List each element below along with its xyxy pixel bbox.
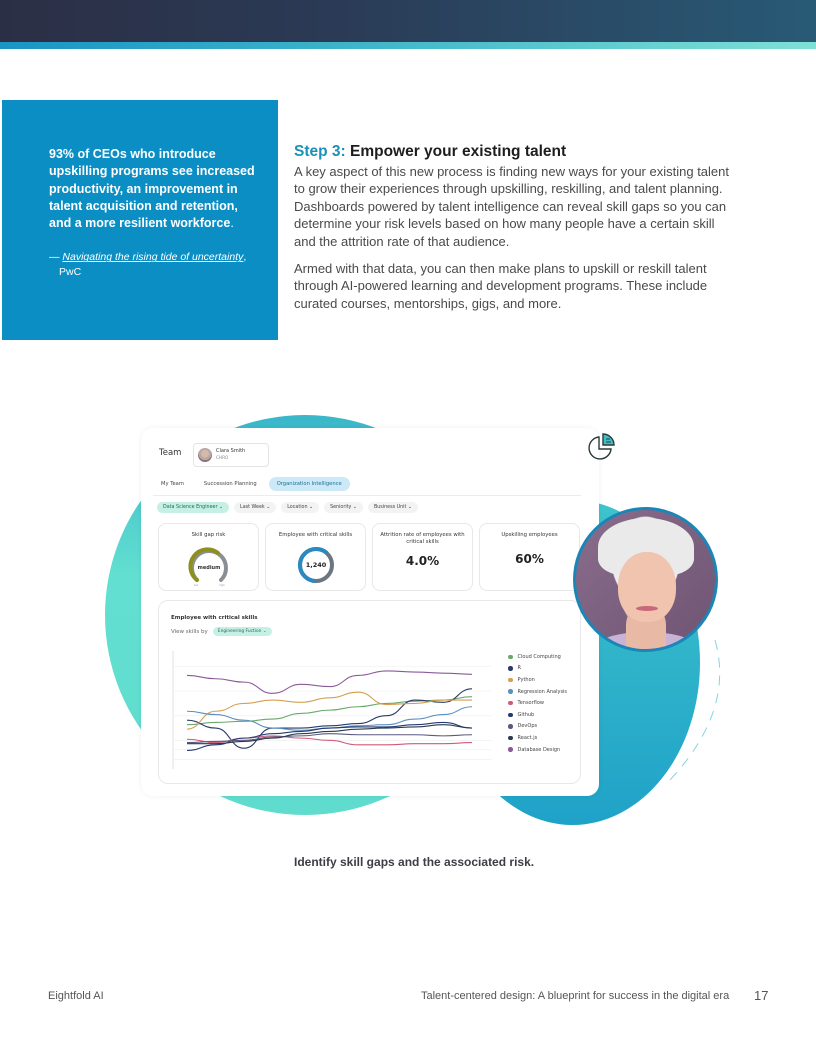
legend-dot-icon xyxy=(508,678,513,683)
legend-dot-icon xyxy=(508,666,513,671)
step-heading xyxy=(294,143,734,161)
cite-source: , PwC xyxy=(59,251,247,279)
quote-tail: . xyxy=(230,216,234,231)
donut-icon xyxy=(294,543,338,587)
header-stripe xyxy=(0,42,816,49)
portrait-face xyxy=(618,552,676,622)
quote-callout xyxy=(2,100,278,340)
user-name: Clara Smith xyxy=(216,448,246,454)
figure-caption: Identify skill gaps and the associated risk. xyxy=(294,855,535,869)
portrait-photo xyxy=(573,507,718,652)
filter-bar xyxy=(157,502,418,513)
series-line xyxy=(187,671,472,693)
step-paragraph-1: A key aspect of this new process is finding new ways for your existing talent to grow their experiences through upskilling, reskilling, and talent planning. Dashboards powered by talent intelligence can reveal skill gaps so you can determine your risk levels based on how many people have a certain skill and the attrition rate of that audience. xyxy=(294,164,729,249)
user-role: CHRO xyxy=(216,455,229,460)
portrait-lips xyxy=(636,606,658,611)
view-label: View skills by xyxy=(171,628,208,635)
quote-body: 93% of CEOs who introduce upskilling programs see increased productivity, an improvement in talent acquisition and retention, and a more resilient workforce xyxy=(49,147,255,231)
avatar xyxy=(198,448,212,462)
step-paragraph-2: Armed with that data, you can then make plans to upskill or reskill talent through AI-powered learning and development programs. These include curated courses, mentorships, gigs, and more. xyxy=(294,261,708,311)
chart-legend xyxy=(508,651,567,755)
legend-item xyxy=(508,744,567,756)
legend-item xyxy=(508,697,567,709)
kpi-title: Attrition rate of employees with critical skills xyxy=(380,532,465,545)
filter-role[interactable]: Data Science Engineer ⌄ xyxy=(157,502,229,513)
series-line xyxy=(187,722,472,750)
legend-label: Regression Analysis xyxy=(517,688,568,695)
quote-text xyxy=(49,146,258,232)
legend-label: Tensorflow xyxy=(517,700,544,707)
view-dropdown[interactable]: Engineering Fuction ⌄ xyxy=(213,627,272,636)
header-band xyxy=(0,0,816,42)
kpi-title: Upskilling employees xyxy=(501,532,558,538)
footer-title: Talent-centered design: A blueprint for success in the digital era xyxy=(421,990,730,1002)
kpi-critical-skills xyxy=(265,523,366,591)
filter-seniority[interactable]: Seniority ⌄ xyxy=(324,502,363,513)
tab-organization-intelligence[interactable]: Organization Intelligence xyxy=(269,477,350,491)
legend-item xyxy=(508,651,567,663)
user-chip[interactable] xyxy=(193,443,269,467)
svg-text:1,240: 1,240 xyxy=(305,561,326,569)
legend-label: Database Design xyxy=(517,746,561,753)
legend-item xyxy=(508,674,567,686)
team-label: Team xyxy=(159,448,182,458)
legend-dot-icon xyxy=(508,713,513,718)
legend-dot-icon xyxy=(508,724,513,729)
legend-label: Github xyxy=(517,711,535,718)
legend-label: Python xyxy=(517,676,535,683)
step-title: Empower your existing talent xyxy=(349,143,567,160)
kpi-value: 4.0% xyxy=(405,554,440,568)
gauge-icon xyxy=(184,543,234,587)
chart-card xyxy=(158,600,581,784)
legend-item xyxy=(508,732,567,744)
filter-location[interactable]: Location ⌄ xyxy=(281,502,319,513)
filter-business-unit[interactable]: Business Unit ⌄ xyxy=(368,502,418,513)
pie-chart-icon xyxy=(587,431,617,461)
chart-view-selector xyxy=(171,627,272,636)
legend-label: React.js xyxy=(517,734,538,741)
kpi-value: 60% xyxy=(515,552,544,566)
kpi-attrition-rate xyxy=(372,523,473,591)
step-number: Step 3 xyxy=(294,143,341,160)
kpi-skill-gap-risk xyxy=(158,523,259,591)
kpi-title: Employee with critical skills xyxy=(278,532,353,538)
quote-citation xyxy=(49,250,258,280)
page-number: 17 xyxy=(754,988,769,1003)
kpi-upskilling xyxy=(479,523,580,591)
cite-dash: — xyxy=(49,251,63,264)
legend-dot-icon xyxy=(508,655,513,660)
legend-dot-icon xyxy=(508,736,513,741)
legend-label: DevOps xyxy=(517,723,538,730)
legend-item xyxy=(508,709,567,721)
legend-item xyxy=(508,721,567,733)
filter-time[interactable]: Last Week ⌄ xyxy=(234,502,276,513)
legend-label: R xyxy=(517,665,521,672)
legend-dot-icon xyxy=(508,747,513,752)
step-colon: : xyxy=(340,143,350,160)
legend-label: Cloud Computing xyxy=(517,653,561,660)
line-chart xyxy=(167,647,497,777)
tab-my-team[interactable]: My Team xyxy=(161,481,184,487)
kpi-title: Skill gap risk xyxy=(191,532,226,538)
footer-brand: Eightfold AI xyxy=(48,990,104,1002)
step-section xyxy=(294,143,734,312)
citation-link[interactable]: Navigating the rising tide of uncertainty xyxy=(62,251,244,264)
tab-succession-planning[interactable]: Succession Planning xyxy=(203,481,257,487)
legend-dot-icon xyxy=(508,701,513,706)
legend-item xyxy=(508,663,567,675)
svg-text:medium: medium xyxy=(197,565,220,571)
tabs-divider xyxy=(153,495,581,496)
legend-item xyxy=(508,686,567,698)
dashboard-card xyxy=(141,428,599,796)
svg-text:low: low xyxy=(193,584,198,587)
chart-title: Employee with critical skills xyxy=(171,615,258,621)
svg-text:high: high xyxy=(218,584,225,587)
tab-bar xyxy=(153,477,354,491)
legend-dot-icon xyxy=(508,689,513,694)
